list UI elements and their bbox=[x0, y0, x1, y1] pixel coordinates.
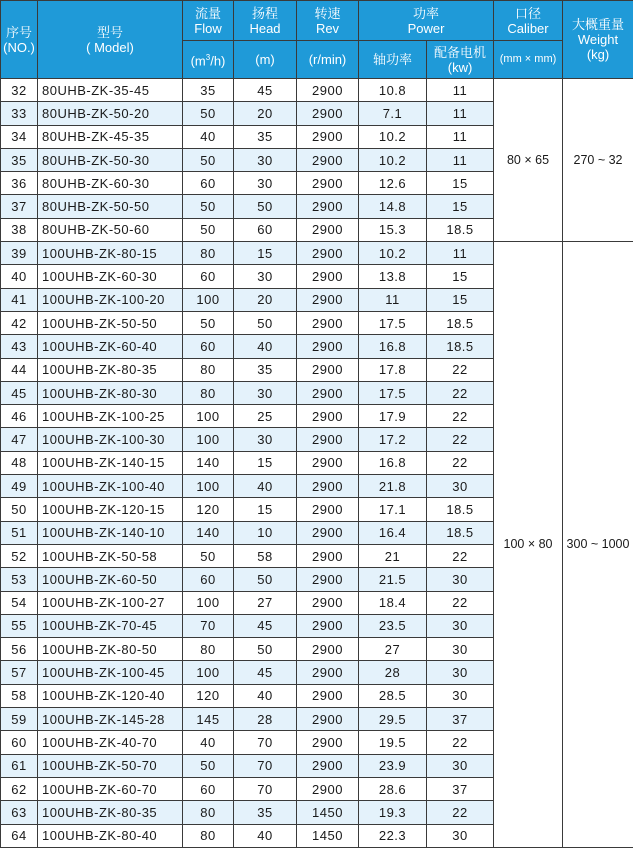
table-row bbox=[1, 242, 633, 265]
cell-rev: 2900 bbox=[297, 731, 359, 754]
cell-rev: 2900 bbox=[297, 242, 359, 265]
col-header-caliber bbox=[494, 1, 563, 41]
cell-shaft-power: 15.3 bbox=[359, 218, 427, 241]
cell-no: 55 bbox=[1, 614, 38, 637]
cell-rev: 2900 bbox=[297, 265, 359, 288]
col-header-weight-en: Weight bbox=[563, 32, 633, 47]
cell-model: 100UHB-ZK-80-35 bbox=[38, 358, 183, 381]
cell-flow: 80 bbox=[183, 242, 234, 265]
cell-shaft-power: 27 bbox=[359, 638, 427, 661]
col-header-head bbox=[234, 1, 297, 41]
cell-no: 53 bbox=[1, 568, 38, 591]
cell-flow: 35 bbox=[183, 79, 234, 102]
cell-rev: 2900 bbox=[297, 172, 359, 195]
cell-rev: 2900 bbox=[297, 684, 359, 707]
cell-motor: 11 bbox=[427, 102, 494, 125]
cell-head: 50 bbox=[234, 638, 297, 661]
cell-rev: 1450 bbox=[297, 824, 359, 847]
cell-model: 80UHB-ZK-50-20 bbox=[38, 102, 183, 125]
cell-head: 60 bbox=[234, 218, 297, 241]
cell-rev: 2900 bbox=[297, 638, 359, 661]
cell-flow: 50 bbox=[183, 195, 234, 218]
cell-shaft-power: 17.9 bbox=[359, 405, 427, 428]
cell-shaft-power: 14.8 bbox=[359, 195, 427, 218]
cell-motor: 22 bbox=[427, 405, 494, 428]
cell-motor: 18.5 bbox=[427, 311, 494, 334]
cell-shaft-power: 17.5 bbox=[359, 311, 427, 334]
col-header-motor-cn: 配备电机 bbox=[427, 45, 493, 60]
cell-motor: 11 bbox=[427, 148, 494, 171]
cell-head: 70 bbox=[234, 777, 297, 800]
cell-flow: 140 bbox=[183, 521, 234, 544]
cell-head: 15 bbox=[234, 451, 297, 474]
cell-head: 70 bbox=[234, 731, 297, 754]
cell-flow: 100 bbox=[183, 475, 234, 498]
cell-rev: 2900 bbox=[297, 708, 359, 731]
cell-no: 59 bbox=[1, 708, 38, 731]
cell-rev: 2900 bbox=[297, 311, 359, 334]
col-header-head-cn: 扬程 bbox=[234, 6, 296, 21]
cell-rev: 2900 bbox=[297, 591, 359, 614]
cell-flow: 70 bbox=[183, 614, 234, 637]
cell-flow: 50 bbox=[183, 311, 234, 334]
cell-head: 45 bbox=[234, 614, 297, 637]
cell-no: 39 bbox=[1, 242, 38, 265]
cell-motor: 30 bbox=[427, 684, 494, 707]
cell-motor: 11 bbox=[427, 79, 494, 102]
cell-motor: 30 bbox=[427, 475, 494, 498]
cell-no: 45 bbox=[1, 381, 38, 404]
cell-flow: 100 bbox=[183, 591, 234, 614]
cell-rev: 2900 bbox=[297, 79, 359, 102]
cell-shaft-power: 28 bbox=[359, 661, 427, 684]
cell-flow: 80 bbox=[183, 801, 234, 824]
cell-rev: 2900 bbox=[297, 661, 359, 684]
cell-motor: 30 bbox=[427, 614, 494, 637]
col-header-power-en: Power bbox=[359, 21, 493, 36]
cell-rev: 2900 bbox=[297, 451, 359, 474]
cell-head: 30 bbox=[234, 172, 297, 195]
col-header-weight bbox=[563, 1, 633, 79]
cell-no: 46 bbox=[1, 405, 38, 428]
cell-shaft-power: 13.8 bbox=[359, 265, 427, 288]
cell-head: 45 bbox=[234, 79, 297, 102]
cell-model: 100UHB-ZK-50-58 bbox=[38, 544, 183, 567]
cell-rev: 2900 bbox=[297, 405, 359, 428]
cell-no: 43 bbox=[1, 335, 38, 358]
col-header-flow-cn: 流量 bbox=[183, 6, 233, 21]
cell-model: 100UHB-ZK-80-35 bbox=[38, 801, 183, 824]
cell-model: 100UHB-ZK-60-40 bbox=[38, 335, 183, 358]
cell-head: 40 bbox=[234, 335, 297, 358]
cell-no: 44 bbox=[1, 358, 38, 381]
cell-flow: 120 bbox=[183, 684, 234, 707]
col-header-head-en: Head bbox=[234, 21, 296, 36]
cell-flow: 60 bbox=[183, 172, 234, 195]
cell-flow: 40 bbox=[183, 125, 234, 148]
cell-rev: 2900 bbox=[297, 102, 359, 125]
cell-shaft-power: 28.5 bbox=[359, 684, 427, 707]
cell-head: 27 bbox=[234, 591, 297, 614]
cell-motor: 22 bbox=[427, 731, 494, 754]
cell-head: 58 bbox=[234, 544, 297, 567]
cell-rev: 1450 bbox=[297, 801, 359, 824]
cell-motor: 18.5 bbox=[427, 335, 494, 358]
cell-model: 100UHB-ZK-100-30 bbox=[38, 428, 183, 451]
cell-head: 35 bbox=[234, 801, 297, 824]
col-header-weight-cn: 大概重量 bbox=[563, 17, 633, 32]
cell-flow: 50 bbox=[183, 544, 234, 567]
cell-shaft-power: 10.8 bbox=[359, 79, 427, 102]
cell-rev: 2900 bbox=[297, 125, 359, 148]
cell-motor: 15 bbox=[427, 195, 494, 218]
cell-model: 80UHB-ZK-50-50 bbox=[38, 195, 183, 218]
col-header-head-unit: (m) bbox=[234, 41, 297, 79]
cell-head: 30 bbox=[234, 381, 297, 404]
cell-model: 80UHB-ZK-50-30 bbox=[38, 148, 183, 171]
cell-flow: 120 bbox=[183, 498, 234, 521]
cell-flow: 100 bbox=[183, 661, 234, 684]
cell-head: 15 bbox=[234, 498, 297, 521]
cell-rev: 2900 bbox=[297, 614, 359, 637]
cell-no: 49 bbox=[1, 475, 38, 498]
table-row bbox=[1, 79, 633, 102]
cell-flow: 100 bbox=[183, 428, 234, 451]
cell-model: 100UHB-ZK-60-70 bbox=[38, 777, 183, 800]
cell-model: 100UHB-ZK-145-28 bbox=[38, 708, 183, 731]
cell-flow: 50 bbox=[183, 754, 234, 777]
cell-no: 40 bbox=[1, 265, 38, 288]
cell-shaft-power: 18.4 bbox=[359, 591, 427, 614]
cell-head: 50 bbox=[234, 568, 297, 591]
col-header-no-cn: 序号 bbox=[1, 25, 37, 40]
cell-motor: 37 bbox=[427, 777, 494, 800]
cell-head: 30 bbox=[234, 265, 297, 288]
col-header-flow-en: Flow bbox=[183, 21, 233, 36]
cell-head: 10 bbox=[234, 521, 297, 544]
cell-no: 41 bbox=[1, 288, 38, 311]
cell-flow: 80 bbox=[183, 638, 234, 661]
cell-motor: 18.5 bbox=[427, 498, 494, 521]
cell-shaft-power: 21.5 bbox=[359, 568, 427, 591]
cell-head: 30 bbox=[234, 148, 297, 171]
cell-shaft-power: 10.2 bbox=[359, 125, 427, 148]
cell-shaft-power: 17.1 bbox=[359, 498, 427, 521]
cell-shaft-power: 17.2 bbox=[359, 428, 427, 451]
cell-flow: 100 bbox=[183, 288, 234, 311]
col-header-no bbox=[1, 1, 38, 79]
cell-no: 37 bbox=[1, 195, 38, 218]
cell-shaft-power: 19.5 bbox=[359, 731, 427, 754]
cell-model: 100UHB-ZK-140-10 bbox=[38, 521, 183, 544]
cell-shaft-power: 16.8 bbox=[359, 335, 427, 358]
cell-model: 80UHB-ZK-35-45 bbox=[38, 79, 183, 102]
cell-head: 40 bbox=[234, 824, 297, 847]
cell-rev: 2900 bbox=[297, 195, 359, 218]
cell-head: 40 bbox=[234, 684, 297, 707]
cell-shaft-power: 21 bbox=[359, 544, 427, 567]
cell-motor: 15 bbox=[427, 288, 494, 311]
table-body bbox=[1, 79, 633, 848]
cell-weight: 270 ~ 32 bbox=[563, 79, 633, 242]
cell-motor: 22 bbox=[427, 381, 494, 404]
cell-head: 45 bbox=[234, 661, 297, 684]
cell-model: 100UHB-ZK-60-50 bbox=[38, 568, 183, 591]
col-header-rev-en: Rev bbox=[297, 21, 358, 36]
cell-rev: 2900 bbox=[297, 754, 359, 777]
cell-model: 100UHB-ZK-50-50 bbox=[38, 311, 183, 334]
cell-motor: 15 bbox=[427, 265, 494, 288]
cell-head: 28 bbox=[234, 708, 297, 731]
cell-motor: 30 bbox=[427, 824, 494, 847]
cell-flow: 140 bbox=[183, 451, 234, 474]
col-header-motor-unit: (kw) bbox=[427, 60, 493, 75]
cell-head: 25 bbox=[234, 405, 297, 428]
cell-no: 64 bbox=[1, 824, 38, 847]
col-header-caliber-en: Caliber bbox=[494, 21, 562, 36]
cell-flow: 145 bbox=[183, 708, 234, 731]
cell-no: 50 bbox=[1, 498, 38, 521]
cell-shaft-power: 16.4 bbox=[359, 521, 427, 544]
cell-model: 100UHB-ZK-80-15 bbox=[38, 242, 183, 265]
cell-no: 42 bbox=[1, 311, 38, 334]
cell-model: 100UHB-ZK-100-40 bbox=[38, 475, 183, 498]
cell-model: 80UHB-ZK-45-35 bbox=[38, 125, 183, 148]
cell-motor: 30 bbox=[427, 568, 494, 591]
cell-head: 35 bbox=[234, 358, 297, 381]
cell-shaft-power: 28.6 bbox=[359, 777, 427, 800]
cell-no: 63 bbox=[1, 801, 38, 824]
cell-no: 54 bbox=[1, 591, 38, 614]
col-header-shaft-power: 轴功率 bbox=[359, 41, 427, 79]
cell-shaft-power: 11 bbox=[359, 288, 427, 311]
cell-model: 100UHB-ZK-70-45 bbox=[38, 614, 183, 637]
cell-model: 100UHB-ZK-120-15 bbox=[38, 498, 183, 521]
cell-shaft-power: 19.3 bbox=[359, 801, 427, 824]
cell-head: 30 bbox=[234, 428, 297, 451]
col-header-flow-unit: $(m^3/h)$ bbox=[183, 41, 234, 79]
cell-flow: 50 bbox=[183, 148, 234, 171]
col-header-weight-unit: (kg) bbox=[563, 47, 633, 62]
cell-motor: 11 bbox=[427, 125, 494, 148]
cell-head: 50 bbox=[234, 311, 297, 334]
cell-no: 38 bbox=[1, 218, 38, 241]
cell-model: 80UHB-ZK-50-60 bbox=[38, 218, 183, 241]
col-header-motor bbox=[427, 41, 494, 79]
cell-no: 47 bbox=[1, 428, 38, 451]
cell-shaft-power: 17.8 bbox=[359, 358, 427, 381]
cell-motor: 22 bbox=[427, 428, 494, 451]
cell-rev: 2900 bbox=[297, 544, 359, 567]
cell-model: 100UHB-ZK-100-45 bbox=[38, 661, 183, 684]
cell-model: 100UHB-ZK-80-50 bbox=[38, 638, 183, 661]
cell-shaft-power: 22.3 bbox=[359, 824, 427, 847]
cell-model: 100UHB-ZK-80-30 bbox=[38, 381, 183, 404]
col-header-rev-cn: 转速 bbox=[297, 6, 358, 21]
cell-motor: 22 bbox=[427, 544, 494, 567]
cell-head: 50 bbox=[234, 195, 297, 218]
cell-flow: 50 bbox=[183, 102, 234, 125]
cell-caliber: 100 × 80 bbox=[494, 242, 563, 848]
cell-no: 34 bbox=[1, 125, 38, 148]
col-header-model-cn: 型号 bbox=[38, 25, 182, 40]
cell-motor: 15 bbox=[427, 172, 494, 195]
cell-flow: 60 bbox=[183, 265, 234, 288]
col-header-rev-unit: (r/min) bbox=[297, 41, 359, 79]
cell-flow: 80 bbox=[183, 381, 234, 404]
cell-flow: 80 bbox=[183, 358, 234, 381]
cell-model: 100UHB-ZK-100-25 bbox=[38, 405, 183, 428]
cell-flow: 50 bbox=[183, 218, 234, 241]
cell-flow: 40 bbox=[183, 731, 234, 754]
cell-caliber: 80 × 65 bbox=[494, 79, 563, 242]
cell-head: 20 bbox=[234, 102, 297, 125]
cell-motor: 11 bbox=[427, 242, 494, 265]
cell-rev: 2900 bbox=[297, 521, 359, 544]
col-header-model-en: ( Model) bbox=[38, 40, 182, 55]
cell-motor: 22 bbox=[427, 358, 494, 381]
cell-motor: 22 bbox=[427, 801, 494, 824]
cell-rev: 2900 bbox=[297, 218, 359, 241]
cell-shaft-power: 23.9 bbox=[359, 754, 427, 777]
cell-motor: 30 bbox=[427, 661, 494, 684]
cell-motor: 22 bbox=[427, 451, 494, 474]
cell-no: 60 bbox=[1, 731, 38, 754]
cell-no: 56 bbox=[1, 638, 38, 661]
cell-shaft-power: 21.8 bbox=[359, 475, 427, 498]
cell-head: 20 bbox=[234, 288, 297, 311]
cell-rev: 2900 bbox=[297, 288, 359, 311]
col-header-power-cn: 功率 bbox=[359, 6, 493, 21]
cell-model: 100UHB-ZK-100-27 bbox=[38, 591, 183, 614]
cell-rev: 2900 bbox=[297, 777, 359, 800]
cell-no: 61 bbox=[1, 754, 38, 777]
cell-motor: 22 bbox=[427, 591, 494, 614]
col-header-caliber-unit: (mm × mm) bbox=[494, 41, 563, 79]
cell-head: 70 bbox=[234, 754, 297, 777]
cell-model: 100UHB-ZK-80-40 bbox=[38, 824, 183, 847]
cell-no: 62 bbox=[1, 777, 38, 800]
cell-no: 57 bbox=[1, 661, 38, 684]
cell-flow: 80 bbox=[183, 824, 234, 847]
col-header-caliber-cn: 口径 bbox=[494, 6, 562, 21]
cell-no: 52 bbox=[1, 544, 38, 567]
cell-shaft-power: 17.5 bbox=[359, 381, 427, 404]
col-header-no-en: (NO.) bbox=[1, 40, 37, 55]
cell-model: 100UHB-ZK-100-20 bbox=[38, 288, 183, 311]
cell-no: 32 bbox=[1, 79, 38, 102]
cell-motor: 37 bbox=[427, 708, 494, 731]
cell-flow: 60 bbox=[183, 335, 234, 358]
col-header-power bbox=[359, 1, 494, 41]
cell-shaft-power: 7.1 bbox=[359, 102, 427, 125]
cell-head: 15 bbox=[234, 242, 297, 265]
cell-model: 100UHB-ZK-60-30 bbox=[38, 265, 183, 288]
cell-motor: 18.5 bbox=[427, 521, 494, 544]
cell-shaft-power: 12.6 bbox=[359, 172, 427, 195]
cell-head: 35 bbox=[234, 125, 297, 148]
cell-head: 40 bbox=[234, 475, 297, 498]
cell-motor: 30 bbox=[427, 754, 494, 777]
cell-no: 36 bbox=[1, 172, 38, 195]
cell-shaft-power: 23.5 bbox=[359, 614, 427, 637]
cell-rev: 2900 bbox=[297, 148, 359, 171]
cell-model: 100UHB-ZK-140-15 bbox=[38, 451, 183, 474]
cell-no: 33 bbox=[1, 102, 38, 125]
cell-shaft-power: 29.5 bbox=[359, 708, 427, 731]
cell-rev: 2900 bbox=[297, 475, 359, 498]
cell-model: 100UHB-ZK-50-70 bbox=[38, 754, 183, 777]
col-header-flow bbox=[183, 1, 234, 41]
cell-shaft-power: 16.8 bbox=[359, 451, 427, 474]
cell-rev: 2900 bbox=[297, 498, 359, 521]
cell-motor: 30 bbox=[427, 638, 494, 661]
cell-model: 100UHB-ZK-120-40 bbox=[38, 684, 183, 707]
col-header-model bbox=[38, 1, 183, 79]
cell-flow: 60 bbox=[183, 568, 234, 591]
table-header bbox=[1, 1, 633, 79]
cell-model: 80UHB-ZK-60-30 bbox=[38, 172, 183, 195]
cell-rev: 2900 bbox=[297, 381, 359, 404]
cell-rev: 2900 bbox=[297, 335, 359, 358]
cell-rev: 2900 bbox=[297, 568, 359, 591]
cell-rev: 2900 bbox=[297, 358, 359, 381]
cell-no: 35 bbox=[1, 148, 38, 171]
cell-no: 48 bbox=[1, 451, 38, 474]
cell-model: 100UHB-ZK-40-70 bbox=[38, 731, 183, 754]
cell-no: 58 bbox=[1, 684, 38, 707]
cell-no: 51 bbox=[1, 521, 38, 544]
cell-weight: 300 ~ 1000 bbox=[563, 242, 633, 848]
cell-flow: 100 bbox=[183, 405, 234, 428]
cell-shaft-power: 10.2 bbox=[359, 242, 427, 265]
col-header-rev bbox=[297, 1, 359, 41]
cell-flow: 60 bbox=[183, 777, 234, 800]
cell-rev: 2900 bbox=[297, 428, 359, 451]
cell-shaft-power: 10.2 bbox=[359, 148, 427, 171]
cell-motor: 18.5 bbox=[427, 218, 494, 241]
